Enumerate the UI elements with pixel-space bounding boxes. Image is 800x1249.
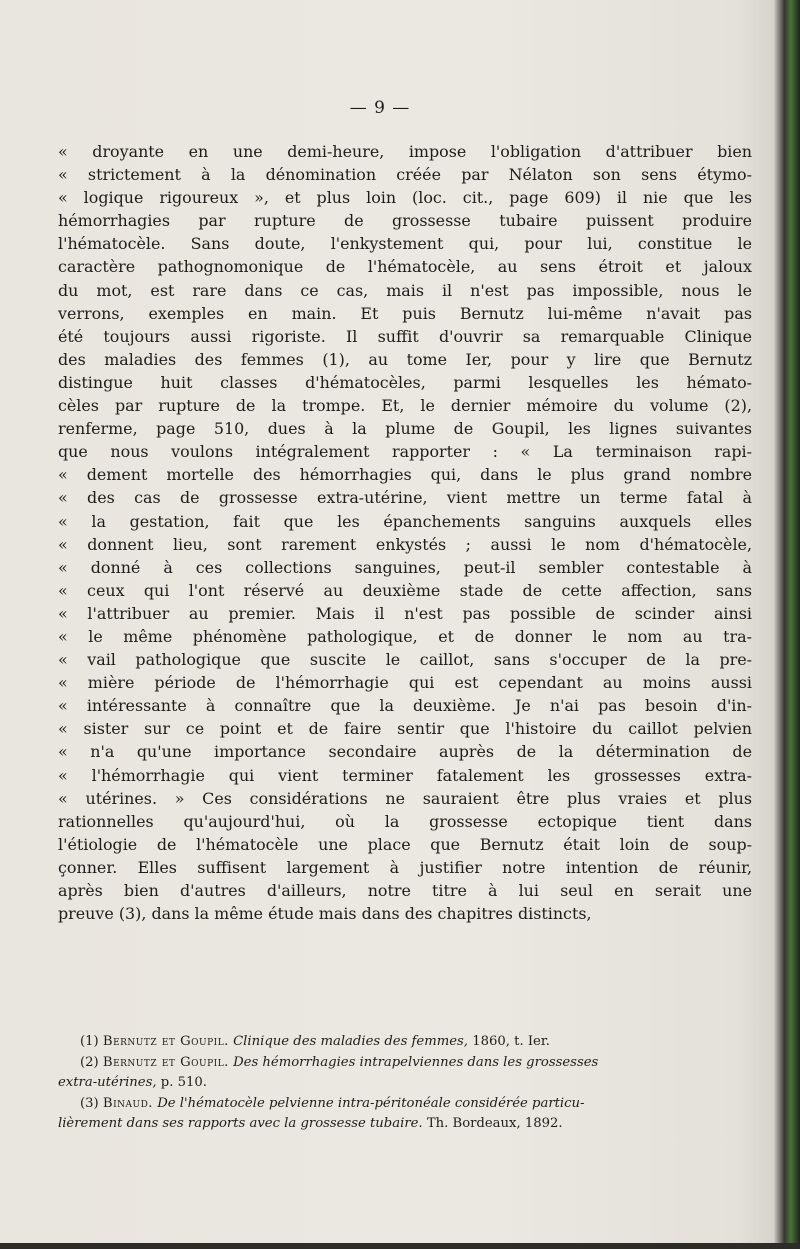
text-line: çonner. Elles suffisent largement à justifier notre intention de réunir,	[58, 857, 752, 877]
footnotes	[58, 1032, 752, 1135]
text-line: « donné à ces collections sanguines, peut-il sembler contestable à	[58, 557, 752, 577]
footnote-authors: Binaud.	[102, 1095, 154, 1111]
text-line: été toujours aussi rigoriste. Il suffit d'ouvrir sa remarquable Clinique	[58, 326, 752, 346]
text-line: rationnelles qu'aujourd'hui, où la grossesse ectopique tient dans	[58, 811, 752, 831]
footnote-title: extra-utérines,	[58, 1075, 157, 1090]
footnote-rest: 1860, t. Ier.	[472, 1034, 550, 1049]
text-line: « droyante en une demi-heure, impose l'obligation d'attribuer bien	[58, 142, 752, 161]
page-edge-shadow	[774, 0, 800, 1249]
text-line: distingue huit classes d'hématocèles, parmi lesquelles les hémato-	[58, 372, 752, 392]
footnote-title: De l'hématocèle pelvienne intra-péritonéale considérée particu-	[157, 1095, 585, 1111]
text-line: « la gestation, fait que les épanchements sanguins auxquels elles	[58, 511, 752, 531]
footnote-authors: Bernutz et Goupil.	[102, 1054, 229, 1070]
text-line: l'hématocèle. Sans doute, l'enkystement qui, pour lui, constitue le	[58, 234, 752, 254]
footnote-marker: (1)	[80, 1034, 99, 1049]
text-line: « utérines. » Ces considérations ne sauraient être plus vraies et plus	[58, 788, 752, 808]
footnote-3	[58, 1094, 752, 1115]
text-line: du mot, est rare dans ce cas, mais il n'est pas impossible, nous le	[58, 280, 752, 300]
footnote-authors: Bernutz et Goupil.	[102, 1034, 229, 1049]
footnote-marker: (2)	[80, 1054, 99, 1070]
footnote-2	[58, 1053, 752, 1074]
footnote-rest: p. 510.	[160, 1075, 207, 1090]
footnote-title: lièrement dans ses rapports avec la grossesse tubaire.	[58, 1116, 423, 1131]
text-line: après bien d'autres d'ailleurs, notre titre à lui seul en serait une	[58, 881, 752, 900]
footnote-1	[58, 1032, 752, 1053]
text-line: « strictement à la dénomination créée par Nélaton son sens étymo-	[58, 165, 752, 185]
footnote-marker: (3)	[80, 1095, 99, 1111]
text-line: « dement mortelle des hémorrhagies qui, dans le plus grand nombre	[58, 465, 752, 485]
text-line: renferme, page 510, dues à la plume de Goupil, les lignes suivantes	[58, 419, 752, 439]
text-line: « l'hémorrhagie qui vient terminer fatalement les grossesses extra-	[58, 765, 752, 785]
body-text	[58, 140, 752, 925]
page-number: — 9 —	[349, 98, 411, 118]
text-line: hémorrhagies par rupture de grossesse tubaire puissent produire	[58, 211, 752, 231]
page-bottom-edge	[0, 1243, 800, 1249]
text-line: que nous voulons intégralement rapporter : « La terminaison rapi-	[58, 442, 752, 462]
text-line: l'étiologie de l'hématocèle une place que Bernutz était loin de soup-	[58, 834, 752, 854]
text-line: « intéressante à connaître que la deuxième. Je n'ai pas besoin d'in-	[58, 696, 752, 716]
text-line: « l'attribuer au premier. Mais il n'est pas possible de scinder ainsi	[58, 603, 752, 623]
text-line: « le même phénomène pathologique, et de donner le nom au tra-	[58, 626, 752, 646]
text-line: verrons, exemples en main. Et puis Bernutz lui-même n'avait pas	[58, 303, 752, 323]
text-line: « donnent lieu, sont rarement enkystés ; aussi le nom d'hématocèle,	[58, 534, 752, 554]
text-line: preuve (3), dans la même étude mais dans des chapitres distincts,	[58, 904, 592, 924]
footnote-title: Clinique des maladies des femmes,	[233, 1034, 469, 1049]
footnote-rest: Th. Bordeaux, 1892.	[426, 1116, 563, 1131]
text-line: cèles par rupture de la trompe. Et, le dernier mémoire du volume (2),	[58, 396, 752, 416]
footnote-3-continued	[58, 1114, 752, 1135]
text-line: « logique rigoureux », et plus loin (loc. cit., page 609) il nie que les	[58, 188, 752, 208]
text-line: « sister sur ce point et de faire sentir que l'histoire du caillot pelvien	[58, 719, 752, 739]
text-line: « n'a qu'une importance secondaire auprès de la détermination de	[58, 742, 752, 762]
footnote-2-continued	[58, 1073, 752, 1094]
text-line: caractère pathognomonique de l'hématocèle, au sens étroit et jaloux	[58, 257, 752, 277]
text-line: des maladies des femmes (1), au tome Ier, pour y lire que Bernutz	[58, 349, 752, 369]
footnote-title: Des hémorrhagies intrapelviennes dans les grossesses	[233, 1054, 599, 1070]
text-line: « mière période de l'hémorrhagie qui est cependant au moins aussi	[58, 673, 752, 693]
text-line: « vail pathologique que suscite le caillot, sans s'occuper de la pre-	[58, 650, 752, 670]
text-line: « ceux qui l'ont réservé au deuxième stade de cette affection, sans	[58, 580, 752, 600]
text-line: « des cas de grossesse extra-utérine, vient mettre un terme fatal à	[58, 488, 752, 508]
